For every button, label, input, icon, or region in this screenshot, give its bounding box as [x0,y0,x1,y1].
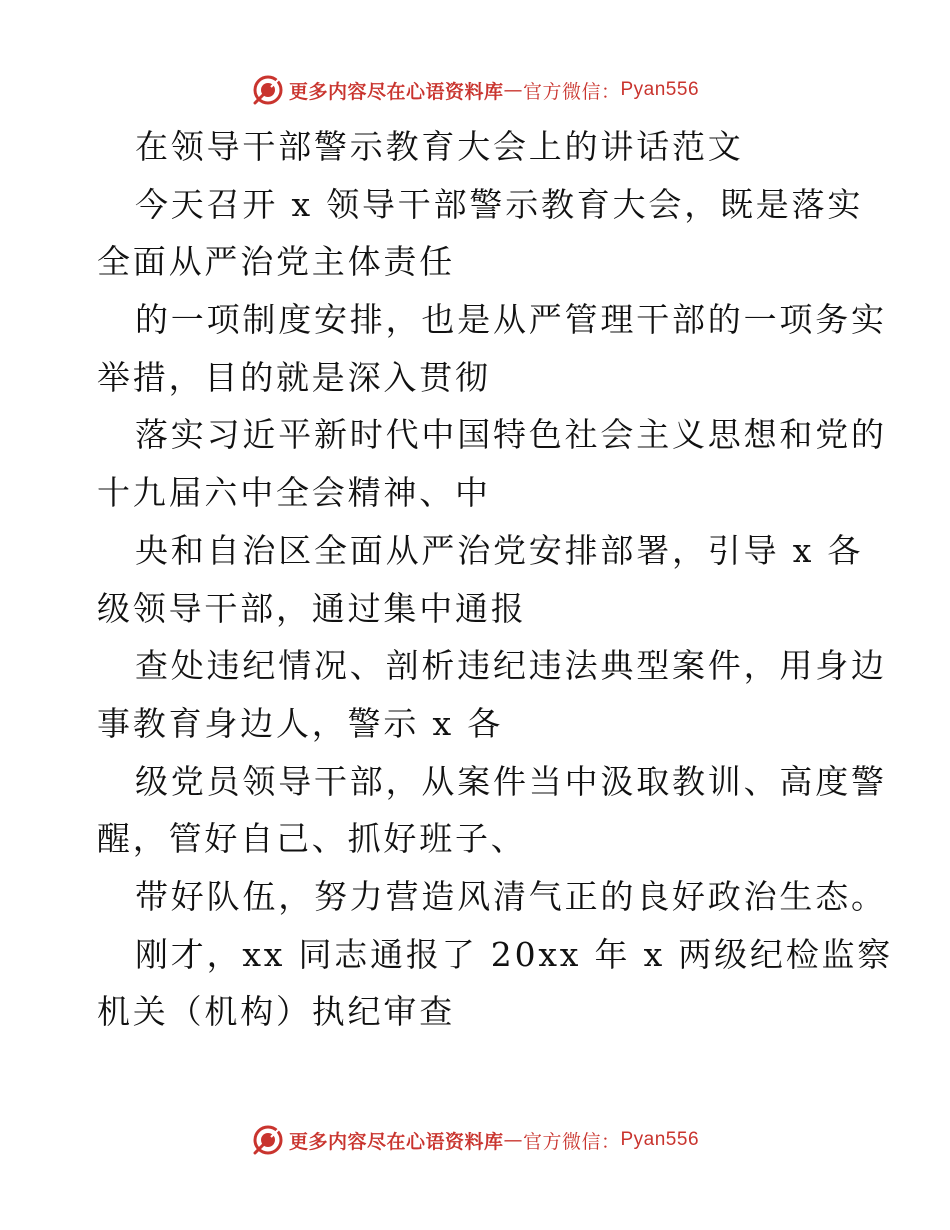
watermark-official-label: 官方微信： [522,80,621,103]
footer-watermark [0,1120,950,1160]
watermark-brand: 更多内容尽在心语资料库 [288,80,504,103]
text-line: 今天召开 x 领导干部警示教育大会，既是落实 [135,184,864,224]
text-line: 查处违纪情况、剖析违纪违法典型案件，用身边 [135,646,887,686]
text-line: 举措，目的就是深入贯彻 [97,357,491,397]
text-line: 机关（机构）执纪审查 [97,992,455,1032]
pen-seal-logo-icon [251,1123,285,1157]
watermark-wechat-id: Pyan556 [620,79,700,100]
pen-seal-logo-icon [251,73,285,107]
text-line: 央和自治区全面从严治党安排部署，引导 x 各 [135,530,864,570]
watermark-brand: 更多内容尽在心语资料库 [288,1130,504,1153]
watermark-separator: — [503,1129,523,1151]
text-line: 的一项制度安排，也是从严管理干部的一项务实 [135,300,887,340]
document-body [97,118,894,1041]
text-line: 全面从严治党主体责任 [97,242,455,282]
text-line: 级党员领导干部，从案件当中汲取教训、高度警 [135,761,887,801]
text-line: 事教育身边人，警示 x 各 [97,703,503,743]
header-watermark [0,70,950,110]
watermark-wechat-id: Pyan556 [620,1129,700,1150]
watermark-separator: — [503,79,523,101]
text-line: 级领导干部，通过集中通报 [97,588,527,628]
document-title: 在领导干部警示教育大会上的讲话范文 [135,127,744,166]
text-line: 落实习近平新时代中国特色社会主义思想和党的 [135,415,887,455]
watermark-official-label: 官方微信： [522,1130,621,1153]
text-line: 带好队伍，努力营造风清气正的良好政治生态。 [135,876,887,916]
text-line: 十九届六中全会精神、中 [97,473,491,513]
text-line: 刚才，xx 同志通报了 20xx 年 x 两级纪检监察 [135,934,894,974]
text-line: 醒，管好自己、抓好班子、 [97,819,527,859]
